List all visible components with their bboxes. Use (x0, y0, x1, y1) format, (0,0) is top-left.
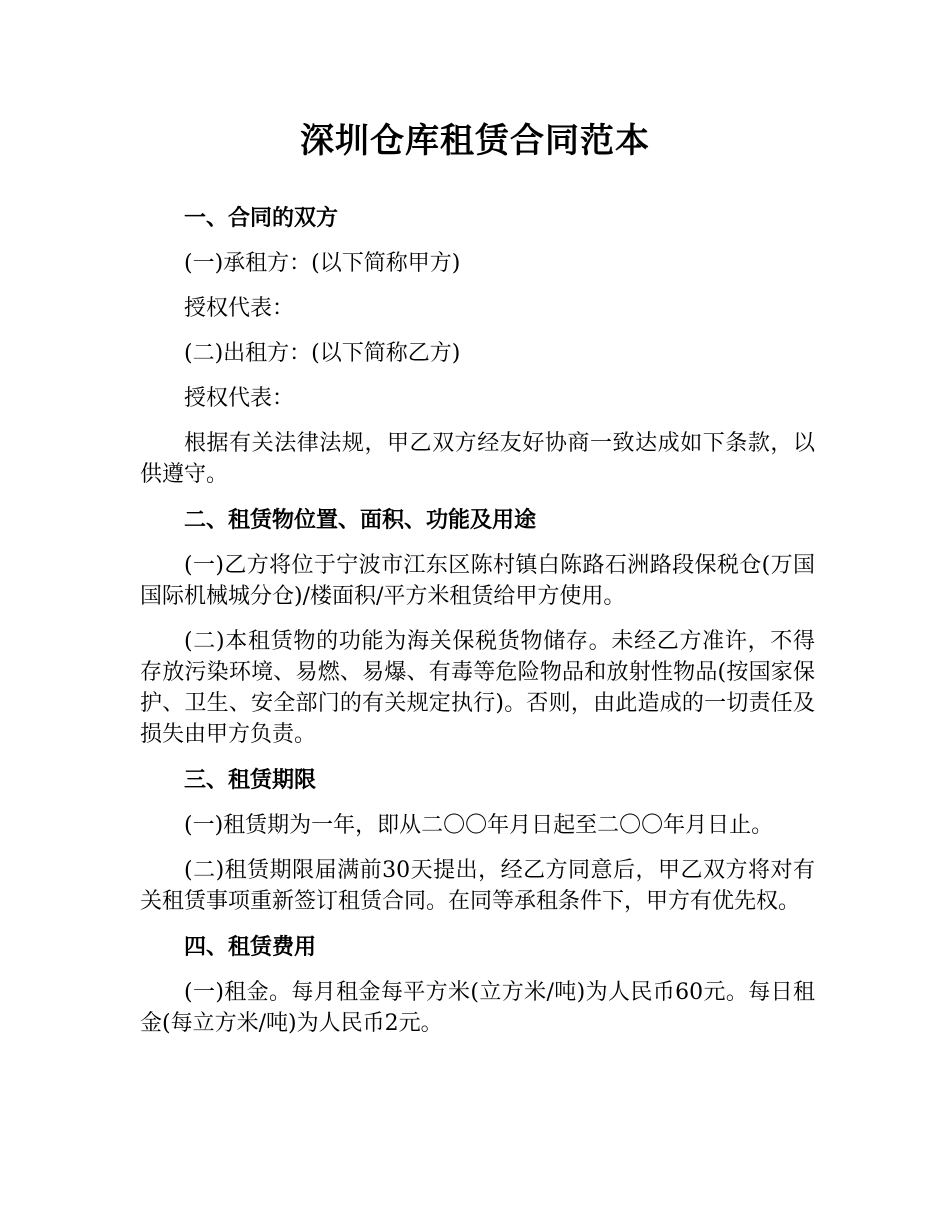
paragraph: 授权代表： (184, 296, 295, 321)
paragraph: (一)租金。每月租金每平方米(立方米/吨)为人民币60元。每日租金(每立方米/吨)为人民币2元。 (140, 980, 815, 1036)
paragraph: 根据有关法律法规，甲乙双方经友好协商一致达成如下条款，以供遵守。 (140, 431, 815, 487)
section-heading: 三、租赁期限 (184, 768, 317, 793)
section-heading: 一、合同的双方 (184, 206, 339, 231)
paragraph: (一)乙方将位于宁波市江东区陈村镇白陈路石洲路段保税仓(万国国际机械城分仓)/楼面积/平方米租赁给甲方使用。 (140, 553, 815, 609)
section-heading: 四、租赁费用 (184, 935, 317, 960)
document-title: 深圳仓库租赁合同范本 (300, 121, 650, 161)
section-heading: 二、租赁物位置、面积、功能及用途 (184, 508, 537, 533)
document-body (140, 202, 815, 1053)
paragraph: 授权代表： (184, 386, 295, 411)
paragraph: (一)承租方：(以下简称甲方) (184, 251, 461, 276)
paragraph: (二)租赁期限届满前30天提出，经乙方同意后，甲乙双方将对有关租赁事项重新签订租赁合同。在同等承租条件下，甲方有优先权。 (140, 858, 815, 914)
paragraph: (二)本租赁物的功能为海关保税货物储存。未经乙方准许，不得存放污染环境、易燃、易爆、有毒等危险物品和放射性物品(按国家保护、卫生、安全部门的有关规定执行)。否则，由此造成的一切责任及损失由甲方负责。 (140, 629, 815, 747)
paragraph: (一)租赁期为一年，即从二〇〇年月日起至二〇〇年月日止。 (184, 813, 774, 838)
paragraph: (二)出租方：(以下简称乙方) (184, 341, 461, 366)
